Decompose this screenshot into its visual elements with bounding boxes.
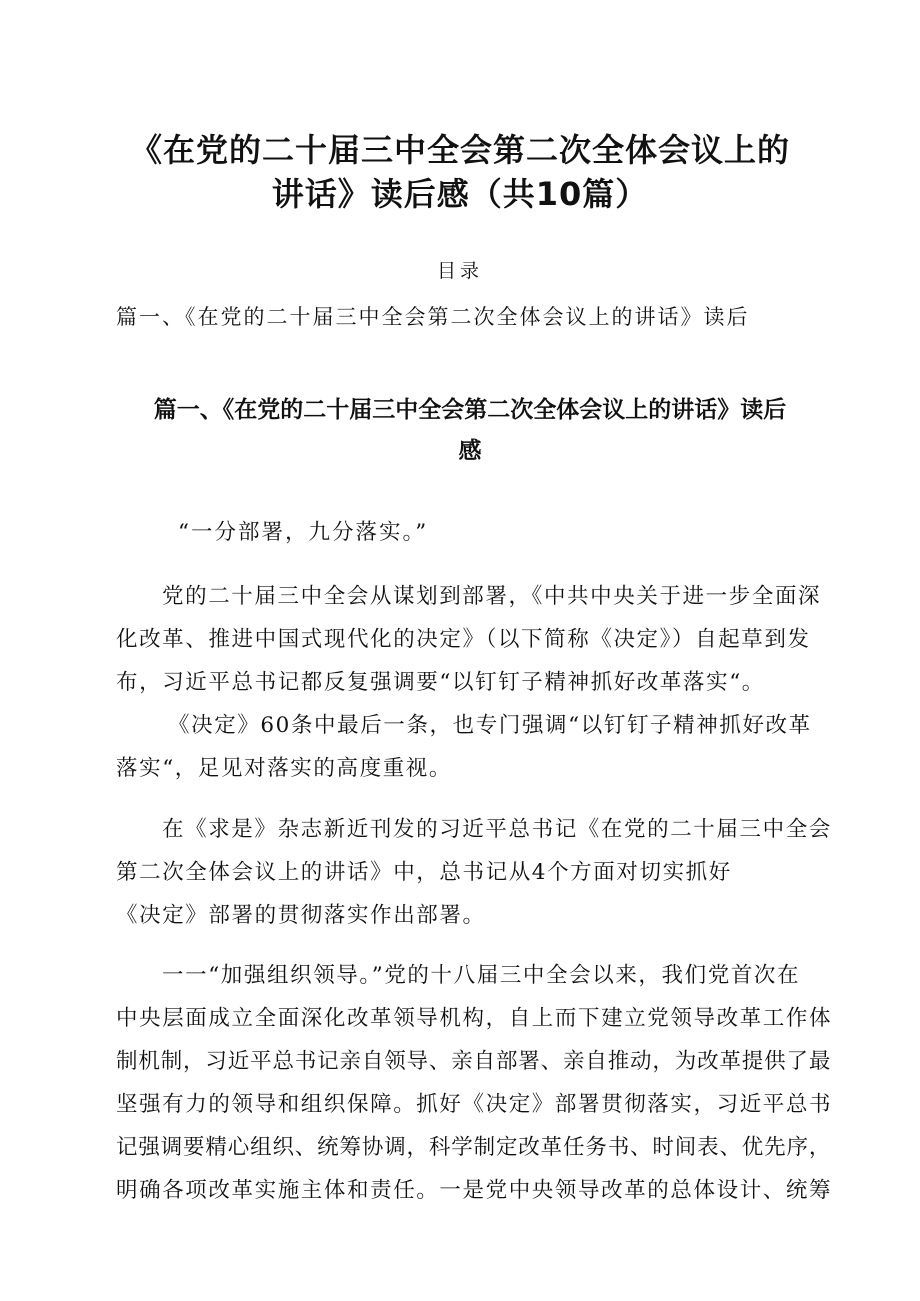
body-line: 明确各项改革实施主体和责任。一是党中央领导改革的总体设计、统筹 bbox=[116, 1178, 833, 1203]
body-line: 制机制，习近平总书记亲自领导、亲自部署、亲自推动，为改革提供了最 bbox=[116, 1049, 832, 1074]
body-line: 党的二十届三中全会从谋划到部署，《中共中央关于进一步全面深 bbox=[162, 584, 822, 609]
body-line: 在《求是》杂志新近刊发的习近平总书记《在党的二十届三中全会 bbox=[162, 817, 832, 842]
body-line: 中央层面成立全面深化改革领导机构，自上而下建立党领导改革工作体 bbox=[116, 1006, 833, 1031]
document-title-line-2: 讲话》读后感（共10篇） bbox=[271, 175, 649, 213]
toc-heading: 目录 bbox=[436, 260, 483, 282]
body-line: 第二次全体会议上的讲话》中，总书记从4个方面对切实抓好 bbox=[116, 860, 732, 885]
body-line: 一一“加强组织领导。”党的十八届三中全会以来，我们党首次在 bbox=[162, 963, 801, 988]
body-line: 化改革、推进中国式现代化的决定》（以下简称《决定》）自起草到发 bbox=[116, 627, 811, 652]
toc-item[interactable]: 篇一、《在党的二十届三中全会第二次全体会议上的讲话》读后 bbox=[116, 305, 750, 329]
section-title-line-1: 篇一、《在党的二十届三中全会第二次全体会议上的讲话》读后 bbox=[153, 397, 787, 423]
body-line: “一分部署，九分落实。” bbox=[178, 520, 429, 545]
body-line: 布，习近平总书记都反复强调要“以钉钉子精神抓好改革落实“。 bbox=[116, 670, 765, 695]
section-title-line-2: 感 bbox=[458, 438, 482, 464]
body-line: 《决定》60条中最后一条，也专门强调“以钉钉子精神抓好改革 bbox=[168, 713, 812, 738]
body-line: 《决定》部署的贯彻落实作出部署。 bbox=[116, 903, 486, 928]
body-line: 落实“，足见对落实的高度重视。 bbox=[116, 756, 452, 781]
body-line: 坚强有力的领导和组织保障。抓好《决定》部署贯彻落实，习近平总书 bbox=[116, 1092, 833, 1117]
document-title-line-1: 《在党的二十届三中全会第二次全体会议上的 bbox=[129, 131, 790, 169]
body-line: 记强调要精心组织、统筹协调，科学制定改革任务书、时间表、优先序， bbox=[116, 1135, 832, 1160]
